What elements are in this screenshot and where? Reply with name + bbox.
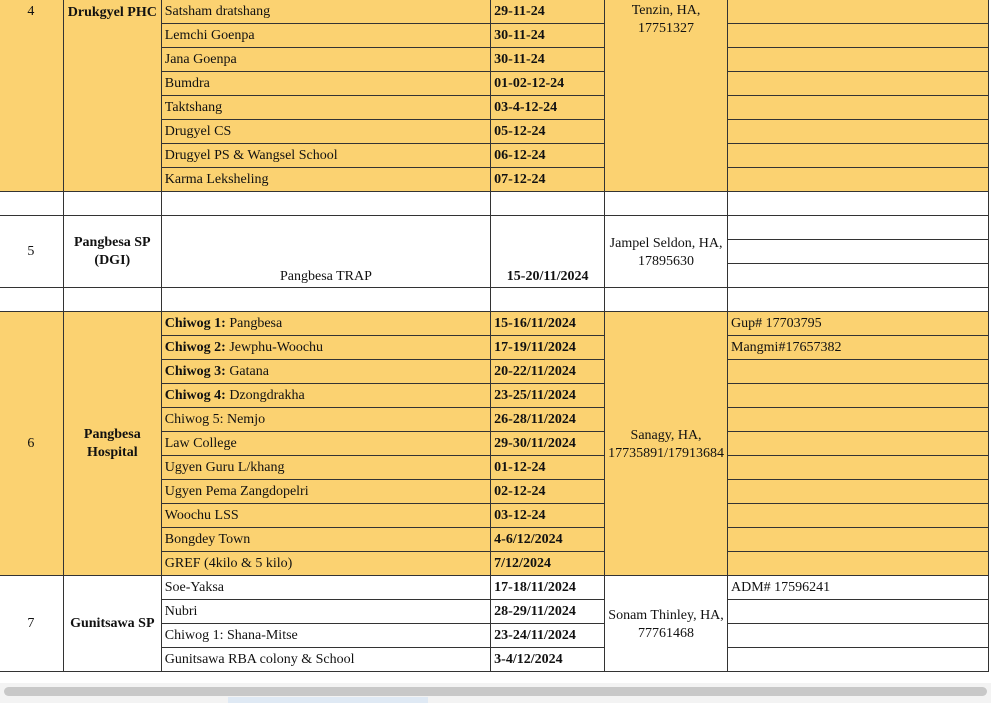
place-cell: GREF (4kilo & 5 kilo) [161,552,490,576]
place-cell: Chiwog 1: Shana-Mitse [161,624,490,648]
note-cell [728,216,989,240]
note-cell: Mangmi#17657382 [728,336,989,360]
scrollbar-thumb[interactable] [4,687,987,696]
facility-name: Pangbesa SP (DGI) [63,216,161,288]
note-cell [728,600,989,624]
place-cell: Satsham dratshang [161,0,490,24]
place-cell [161,336,490,360]
date-cell: 7/12/2024 [491,552,605,576]
contact-cell: Sonam Thinley, HA, 77761468 [605,576,728,672]
date-cell: 01-02-12-24 [491,72,605,96]
table-row [0,312,989,336]
serial-number: 6 [0,312,63,576]
horizontal-scrollbar[interactable] [0,683,991,703]
date-cell: 30-11-24 [491,48,605,72]
note-cell [728,120,989,144]
note-cell [728,48,989,72]
spacer-row [0,192,989,216]
note-cell [728,456,989,480]
date-cell: 28-29/11/2024 [491,600,605,624]
table-row [0,0,989,24]
note-cell [728,408,989,432]
facility-name: Pangbesa Hospital [63,312,161,576]
note-cell [728,528,989,552]
note-cell: Gup# 17703795 [728,312,989,336]
date-cell: 20-22/11/2024 [491,360,605,384]
contact-cell: Sanagy, HA, 17735891/17913684 [605,312,728,576]
chiwog-name: Dzongdrakha [225,387,305,403]
table-row [0,216,989,240]
note-cell [728,168,989,192]
place-cell: Soe-Yaksa [161,576,490,600]
place-cell [161,312,490,336]
date-cell: 30-11-24 [491,24,605,48]
place-cell: Karma Leksheling [161,168,490,192]
date-cell: 29-11-24 [491,0,605,24]
selection-highlight [228,697,428,703]
note-cell [728,432,989,456]
date-cell: 23-24/11/2024 [491,624,605,648]
note-cell [728,240,989,264]
contact-cell: Tenzin, HA, 17751327 [605,0,728,192]
serial-number: 7 [0,576,63,672]
date-cell: 02-12-24 [491,480,605,504]
place-cell: Taktshang [161,96,490,120]
date-cell: 15-16/11/2024 [491,312,605,336]
note-cell [728,24,989,48]
spacer-row [0,288,989,312]
note-cell [728,72,989,96]
date-cell: 17-18/11/2024 [491,576,605,600]
note-cell: ADM# 17596241 [728,576,989,600]
date-cell: 26-28/11/2024 [491,408,605,432]
date-cell: 03-12-24 [491,504,605,528]
note-cell [728,552,989,576]
date-cell: 05-12-24 [491,120,605,144]
serial-number: 5 [0,216,63,288]
chiwog-prefix: Chiwog 2: [164,339,226,355]
date-cell: 3-4/12/2024 [491,648,605,672]
date-cell: 29-30/11/2024 [491,432,605,456]
chiwog-name: Gatana [225,363,269,379]
note-cell [728,0,989,24]
place-cell: Lemchi Goenpa [161,24,490,48]
chiwog-prefix: Chiwog 1: [164,315,226,331]
date-cell: 01-12-24 [491,456,605,480]
note-cell [728,624,989,648]
note-cell [728,504,989,528]
place-cell: Ugyen Pema Zangdopelri [161,480,490,504]
place-cell: Law College [161,432,490,456]
date-cell: 4-6/12/2024 [491,528,605,552]
place-cell [161,360,490,384]
note-cell [728,96,989,120]
place-cell: Gunitsawa RBA colony & School [161,648,490,672]
date-cell: 03-4-12-24 [491,96,605,120]
note-cell [728,648,989,672]
serial-number: 4 [0,0,63,192]
chiwog-prefix: Chiwog 4: [164,387,226,403]
place-cell [161,384,490,408]
note-cell [728,360,989,384]
note-cell [728,264,989,288]
place-cell: Bongdey Town [161,528,490,552]
place-cell: Drugyel PS & Wangsel School [161,144,490,168]
date-cell: 06-12-24 [491,144,605,168]
place-cell: Chiwog 5: Nemjo [161,408,490,432]
note-cell [728,144,989,168]
table-row [0,576,989,600]
note-cell [728,480,989,504]
place-cell: Pangbesa TRAP [161,216,490,288]
chiwog-prefix: Chiwog 3: [164,363,226,379]
date-cell: 17-19/11/2024 [491,336,605,360]
place-cell: Woochu LSS [161,504,490,528]
place-cell: Nubri [161,600,490,624]
facility-name: Drukgyel PHC [63,0,161,192]
place-cell: Ugyen Guru L/khang [161,456,490,480]
chiwog-name: Pangbesa [225,315,283,331]
note-cell [728,384,989,408]
date-cell: 15-20/11/2024 [491,216,605,288]
place-cell: Drugyel CS [161,120,490,144]
place-cell: Jana Goenpa [161,48,490,72]
place-cell: Bumdra [161,72,490,96]
facility-name: Gunitsawa SP [63,576,161,672]
date-cell: 23-25/11/2024 [491,384,605,408]
date-cell: 07-12-24 [491,168,605,192]
chiwog-name: Jewphu-Woochu [225,339,324,355]
contact-cell: Jampel Seldon, HA, 17895630 [605,216,728,288]
